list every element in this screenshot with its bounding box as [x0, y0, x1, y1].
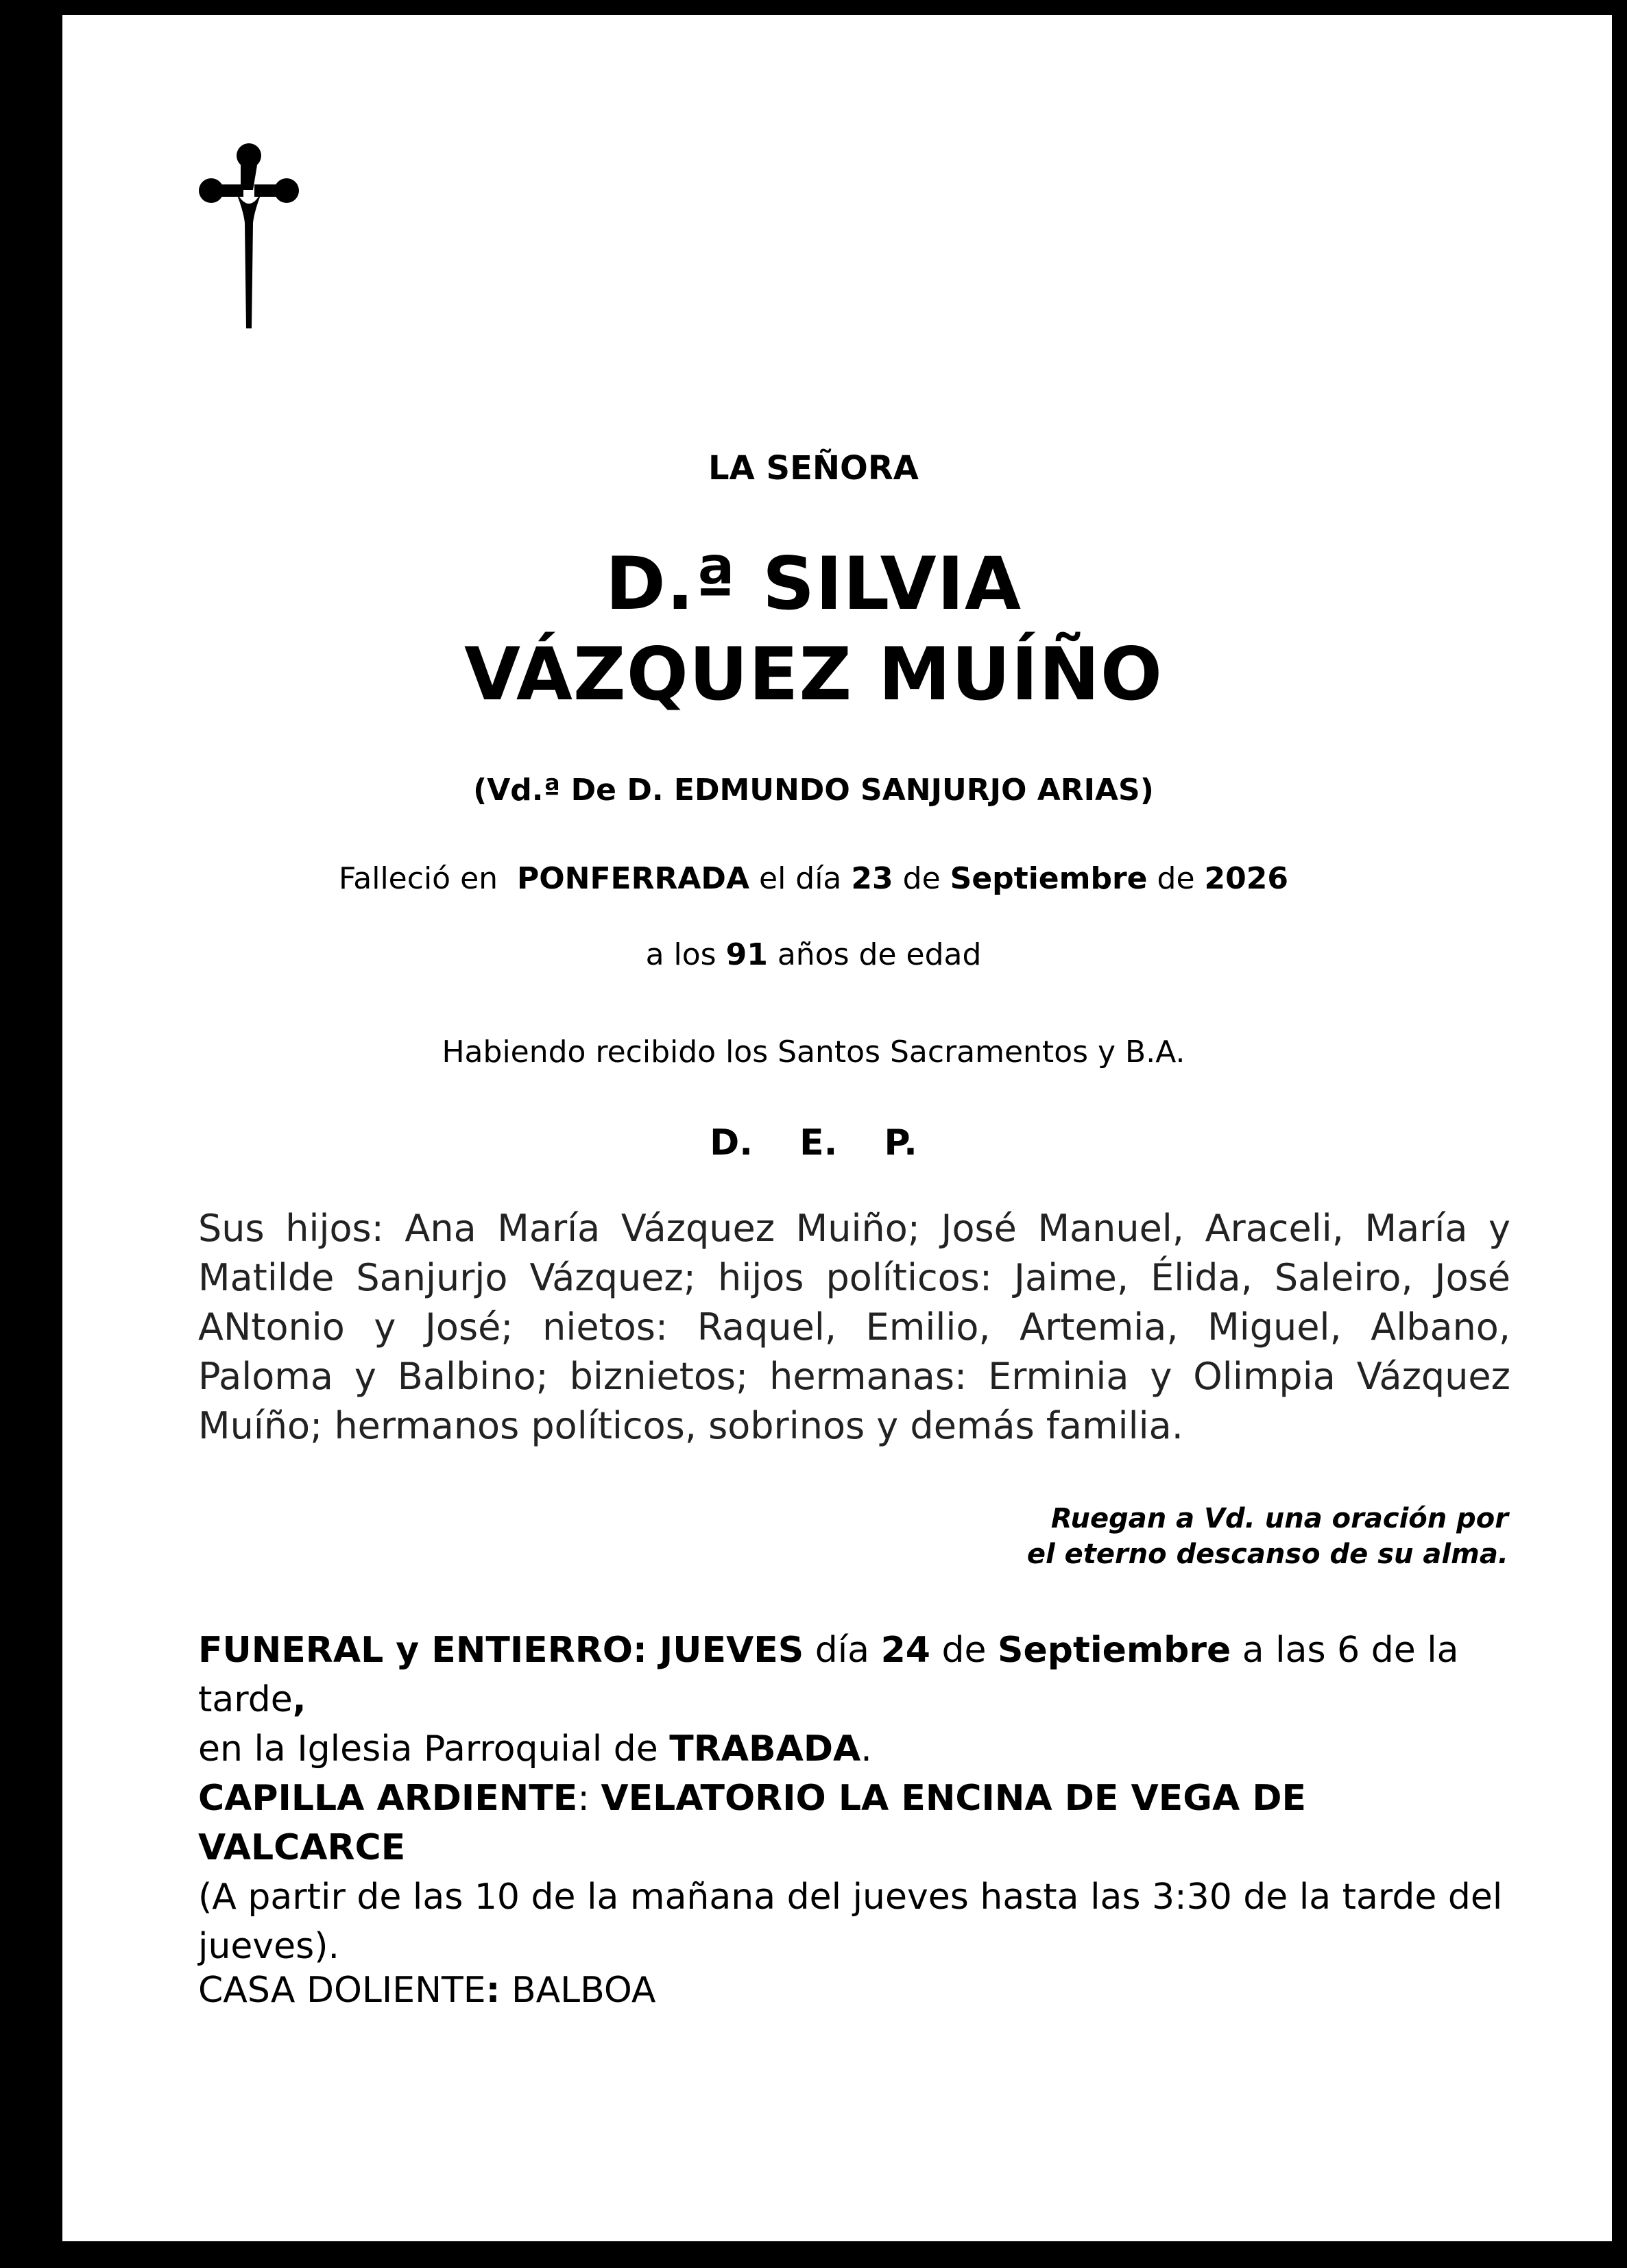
funeral-of: de: [941, 1630, 987, 1671]
funeral-time: a las 6 de la tarde: [198, 1630, 1459, 1720]
death-day-label: el día: [759, 861, 842, 896]
death-year: 2026: [1204, 861, 1288, 896]
death-prefix: Falleció en: [339, 861, 498, 896]
casa-value: BALBOA: [511, 1970, 656, 2011]
death-place: PONFERRADA: [517, 861, 749, 896]
prayer-line-2: el eterno descanso de su alma.: [1026, 1539, 1508, 1570]
capilla-info: [198, 1774, 1515, 1971]
sacraments-line: Habiendo recibido los Santos Sacramentos y B.A.: [442, 1035, 1185, 1070]
casa-colon: :: [485, 1970, 501, 2011]
death-of1: de: [902, 861, 941, 896]
age-line: [0, 937, 1627, 972]
death-month: Septiembre: [950, 861, 1148, 896]
notice-heading: LA SEÑORA: [708, 449, 919, 487]
family-paragraph: Sus hijos: Ana María Vázquez Muiño; José Manuel, Araceli, María y Matilde Sanjurjo Vázquez; hijos políticos: Jaime, Élida, Saleiro, José ANtonio y José; nietos: Raquel, Emilio, Artemia, Miguel, Albano, Paloma y Balbino; biznietos; hermanas: Erminia y Olimpia Vázquez Muíño; hermanos políticos, sobrinos y demás familia.: [198, 1207, 1510, 1447]
age-suffix: años de edad: [777, 937, 982, 972]
deceased-first-name: D.ª SILVIA: [605, 542, 1022, 626]
funeral-label: FUNERAL y ENTIERRO: JUEVES: [198, 1630, 804, 1671]
funeral-place: TRABADA: [669, 1728, 861, 1770]
capilla-colon: :: [577, 1778, 590, 1819]
prayer-request: [891, 1501, 1508, 1572]
deceased-surnames: VÁZQUEZ MUÍÑO: [464, 632, 1163, 716]
funeral-info: [198, 1626, 1515, 1774]
death-of2: de: [1157, 861, 1195, 896]
widow-of-line: (Vd.ª De D. EDMUNDO SANJURJO ARIAS): [473, 773, 1154, 808]
casa-doliente: [198, 1970, 656, 2011]
casa-label: CASA DOLIENTE: [198, 1970, 486, 2011]
cross-icon: [198, 142, 300, 328]
funeral-month: Septiembre: [998, 1630, 1231, 1671]
age-years: 91: [725, 937, 768, 972]
age-prefix: a los: [645, 937, 716, 972]
capilla-hours: (A partir de las 10 de la mañana del jueves hasta las 3:30 de la tarde del jueves).: [198, 1877, 1503, 1967]
funeral-place-prefix: en la Iglesia Parroquial de: [198, 1728, 658, 1770]
death-day: 23: [851, 861, 893, 896]
death-line: [0, 861, 1627, 896]
prayer-line-1: Ruegan a Vd. una oración por: [1050, 1503, 1508, 1534]
funeral-comma: ,: [292, 1679, 306, 1720]
funeral-day: 24: [880, 1630, 930, 1671]
funeral-day-label: día: [815, 1630, 870, 1671]
capilla-label: CAPILLA ARDIENTE: [198, 1778, 578, 1819]
dep-line: D. E. P.: [710, 1122, 917, 1163]
funeral-end: .: [860, 1728, 872, 1770]
capilla-place: VELATORIO LA ENCINA DE VEGA DE VALCARCE: [198, 1778, 1307, 1868]
